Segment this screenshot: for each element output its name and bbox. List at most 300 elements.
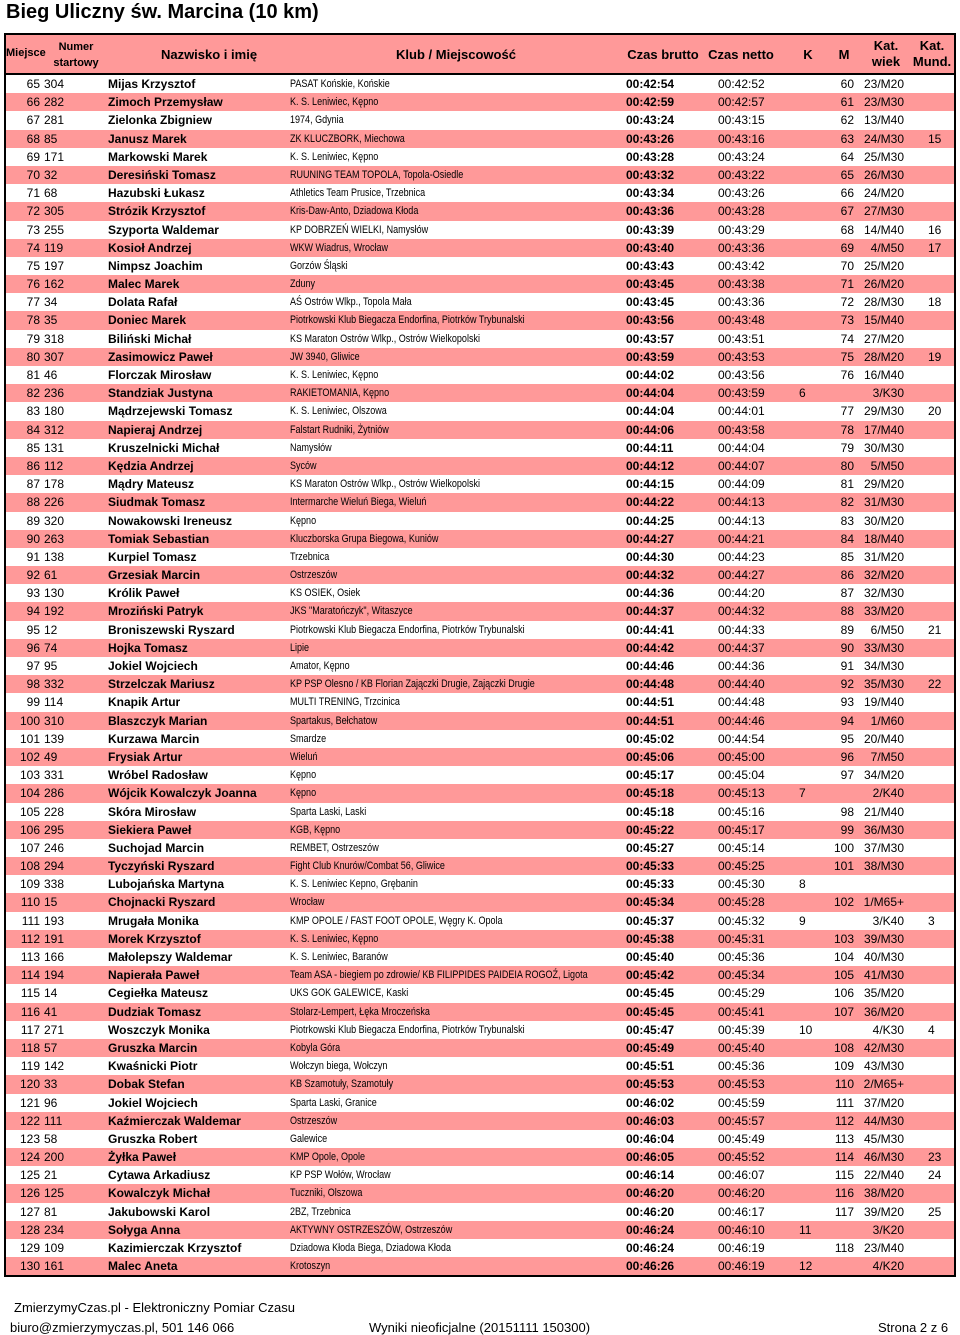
cell-place: 101 (19, 731, 40, 746)
cell-m: 69 (840, 240, 854, 255)
cell-name: Deresiński Tomasz (108, 167, 216, 182)
cell-m: 95 (840, 731, 854, 746)
cell-place: 115 (20, 986, 40, 1001)
cell-name: Knapik Artur (108, 695, 181, 710)
cell-category: 38/M20 (863, 1186, 904, 1201)
cell-gross-time: 00:46:14 (626, 1168, 675, 1183)
cell-bib: 58 (44, 1131, 58, 1146)
table-row (6, 1021, 954, 1039)
cell-name: Tyczyński Ryszard (108, 859, 215, 874)
table-row (6, 166, 954, 184)
cell-place: 87 (26, 477, 40, 492)
cell-name: Zasimowicz Paweł (108, 349, 213, 364)
cell-net-time: 00:43:24 (718, 149, 765, 164)
cell-category: 32/M20 (863, 568, 904, 583)
table-row (6, 1166, 954, 1184)
cell-place: 66 (26, 95, 40, 110)
cell-category: 25/M30 (863, 149, 904, 164)
cell-m: 106 (833, 986, 854, 1001)
cell-bib: 32 (44, 167, 58, 182)
cell-club: Athletics Team Prusice, Trzebnica (290, 187, 426, 200)
cell-m: 80 (840, 458, 854, 473)
cell-name: Mądrzejewski Tomasz (108, 404, 233, 419)
cell-category: 18/M40 (863, 531, 904, 546)
cell-name: Hazubski Łukasz (108, 186, 205, 201)
cell-bib: 193 (44, 913, 65, 928)
cell-net-time: 00:44:36 (718, 659, 765, 673)
cell-club: KS Maraton Ostrów Wlkp., Ostrów Wielkopolski (290, 332, 480, 345)
cell-category: 29/M20 (863, 477, 904, 492)
cell-bib: 312 (44, 422, 65, 437)
table-row (6, 730, 954, 748)
cell-club: Kluczborska Grupa Biegowa, Kuniów (290, 532, 439, 545)
cell-net-time: 00:46:19 (718, 1241, 765, 1255)
cell-club: JKS "Maratończyk", Witaszyce (290, 605, 413, 618)
table-header (6, 35, 954, 75)
cell-gross-time: 00:44:04 (626, 386, 675, 401)
cell-gross-time: 00:43:26 (626, 131, 675, 146)
cell-bib: 57 (44, 1040, 58, 1055)
cell-club: K. S. Leniwiec, Olszowa (290, 405, 387, 418)
cell-category: 39/M20 (863, 1204, 904, 1219)
cell-bib: 96 (44, 1095, 58, 1110)
cell-gross-time: 00:45:22 (626, 822, 675, 837)
cell-bib: 49 (44, 749, 58, 764)
cell-category: 6/M50 (870, 622, 904, 637)
cell-category: 13/M40 (863, 113, 904, 128)
header-m: M (838, 47, 850, 62)
header-kat-mund: Kat. Mund. (912, 38, 952, 69)
cell-place: 100 (19, 713, 40, 728)
cell-gross-time: 00:46:03 (626, 1113, 675, 1128)
table-row (6, 893, 954, 911)
cell-club: Fight Club Knurów/Combat 56, Gliwice (290, 860, 445, 873)
table-row (6, 257, 954, 275)
cell-m: 107 (833, 1004, 854, 1019)
header-k: K (803, 47, 813, 62)
cell-bib: 286 (44, 786, 65, 801)
cell-place: 130 (19, 1259, 40, 1274)
cell-net-time: 00:45:00 (718, 749, 765, 764)
cell-bib: 194 (44, 968, 65, 983)
cell-place: 112 (20, 931, 40, 946)
cell-m: 74 (840, 331, 854, 346)
cell-name: Żyłka Paweł (108, 1150, 177, 1165)
cell-bib: 12 (44, 622, 58, 637)
cell-gross-time: 00:45:45 (626, 1004, 675, 1019)
cell-gross-time: 00:44:42 (626, 640, 675, 655)
cell-m: 62 (840, 113, 854, 128)
cell-m: 99 (840, 822, 854, 837)
cell-place: 97 (26, 659, 40, 673)
cell-place: 92 (26, 568, 40, 583)
cell-gross-time: 00:45:33 (626, 859, 675, 874)
cell-name: Skóra Mirosław (108, 804, 197, 819)
table-row (6, 602, 954, 620)
cell-net-time: 00:43:59 (718, 386, 765, 401)
cell-gross-time: 00:44:02 (626, 368, 675, 382)
table-row (6, 766, 954, 784)
cell-name: Szyporta Waldemar (108, 222, 219, 237)
cell-name: Kurpiel Tomasz (108, 549, 197, 564)
cell-place: 78 (26, 313, 40, 328)
cell-bib: 166 (44, 950, 65, 964)
table-row (6, 1148, 954, 1166)
cell-gross-time: 00:45:02 (626, 731, 675, 746)
cell-category: 28/M30 (863, 295, 904, 310)
cell-category: 31/M20 (863, 549, 904, 564)
cell-net-time: 00:43:16 (718, 131, 765, 146)
table-row (6, 821, 954, 839)
table-row (6, 111, 954, 129)
cell-club: K. S. Leniwiec, Kępno (290, 96, 379, 109)
cell-net-time: 00:45:14 (718, 840, 765, 855)
cell-m: 77 (840, 404, 854, 419)
table-row (6, 184, 954, 202)
cell-gross-time: 00:45:47 (626, 1022, 675, 1037)
cell-place: 117 (20, 1022, 40, 1037)
cell-name: Hojka Tomasz (108, 640, 188, 655)
cell-place: 104 (19, 786, 40, 801)
cell-club: Wrocław (290, 896, 325, 909)
cell-m: 83 (840, 513, 854, 528)
cell-bib: 112 (44, 458, 64, 473)
cell-place: 123 (19, 1131, 40, 1146)
cell-bib: 255 (44, 222, 65, 237)
cell-bib: 41 (44, 1004, 58, 1019)
cell-m: 111 (835, 1095, 854, 1110)
cell-m: 89 (840, 622, 854, 637)
cell-k: 7 (799, 786, 806, 801)
cell-gross-time: 00:44:22 (626, 495, 675, 510)
cell-net-time: 00:45:17 (718, 822, 765, 837)
cell-name: Królik Paweł (108, 586, 180, 601)
cell-category: 41/M30 (863, 968, 904, 983)
header-netto: Czas netto (708, 47, 774, 62)
cell-category: 3/K40 (872, 913, 904, 928)
footer-contact: biuro@zmierzymyczas.pl, 501 146 066 (10, 1320, 235, 1335)
cell-bib: 305 (44, 204, 65, 219)
cell-club: Kris-Daw-Anto, Dziadowa Kłoda (290, 205, 419, 218)
cell-net-time: 00:45:34 (718, 968, 765, 983)
cell-gross-time: 00:45:40 (626, 950, 675, 964)
cell-net-time: 00:43:51 (718, 331, 765, 346)
cell-category: 30/M30 (863, 440, 904, 455)
cell-name: Morek Krzysztof (108, 931, 201, 946)
cell-gross-time: 00:46:02 (626, 1095, 675, 1110)
cell-category: 4/K30 (872, 1022, 904, 1037)
cell-category: 1/M60 (870, 713, 904, 728)
cell-category: 20/M40 (863, 731, 904, 746)
cell-category: 34/M30 (863, 659, 904, 673)
cell-place: 118 (20, 1040, 40, 1055)
cell-m: 101 (833, 859, 854, 874)
cell-net-time: 00:45:41 (718, 1004, 765, 1019)
cell-name: Florczak Mirosław (108, 368, 212, 382)
table-row (6, 1057, 954, 1075)
cell-net-time: 00:44:27 (718, 568, 765, 583)
table-row (6, 130, 954, 148)
table-row (6, 348, 954, 366)
cell-name: Suchojad Marcin (108, 840, 205, 855)
cell-gross-time: 00:45:18 (626, 786, 675, 801)
cell-club: Dziadowa Kłoda Biega, Dziadowa Kłoda (290, 1242, 451, 1254)
table-row (6, 839, 954, 857)
table-row (6, 784, 954, 802)
cell-m: 81 (840, 477, 854, 492)
cell-bib: 281 (44, 113, 65, 128)
table-row (6, 239, 954, 257)
table-row (6, 93, 954, 111)
table-row (6, 675, 954, 693)
table-row (6, 948, 954, 966)
cell-net-time: 00:44:01 (718, 404, 765, 419)
cell-name: Malec Aneta (108, 1259, 178, 1274)
cell-place: 126 (19, 1186, 40, 1201)
cell-name: Woszczyk Monika (108, 1022, 210, 1037)
page-title: Bieg Uliczny św. Marcina (10 km) (6, 1, 319, 23)
cell-gross-time: 00:44:51 (626, 713, 675, 728)
cell-gross-time: 00:43:45 (626, 277, 675, 292)
cell-bib: 332 (44, 677, 65, 692)
cell-category: 24/M30 (863, 131, 904, 146)
cell-place: 80 (26, 349, 40, 364)
cell-gross-time: 00:43:39 (626, 222, 675, 237)
table-row (6, 148, 954, 166)
cell-net-time: 00:45:59 (718, 1095, 765, 1110)
cell-category: 43/M30 (863, 1059, 904, 1074)
cell-category: 1/M65+ (863, 895, 904, 910)
cell-place: 129 (19, 1241, 40, 1255)
cell-name: Napierała Paweł (108, 968, 200, 983)
cell-name: Siudmak Tomasz (108, 495, 206, 510)
table-row (6, 584, 954, 602)
cell-championship: 4 (928, 1022, 935, 1037)
cell-name: Zielonka Zbigniew (108, 113, 213, 128)
table-row (6, 1203, 954, 1221)
cell-net-time: 00:43:15 (718, 113, 765, 128)
cell-k: 9 (799, 913, 806, 928)
cell-m: 110 (834, 1077, 854, 1092)
cell-m: 112 (834, 1113, 854, 1128)
cell-gross-time: 00:44:37 (626, 604, 675, 619)
table-row (6, 621, 954, 639)
cell-category: 17/M40 (863, 422, 904, 437)
cell-club: Kępno (290, 787, 317, 800)
table-row (6, 402, 954, 420)
cell-place: 65 (26, 77, 40, 91)
cell-club: K. S. Leniwiec Kepno, Grębanin (290, 878, 418, 891)
cell-net-time: 00:43:36 (718, 240, 765, 255)
cell-championship: 23 (928, 1150, 942, 1165)
cell-place: 71 (26, 186, 40, 201)
table-row (6, 1094, 954, 1112)
cell-net-time: 00:44:21 (718, 531, 765, 546)
cell-net-time: 00:44:13 (718, 513, 765, 528)
cell-club: Zduny (290, 278, 316, 291)
cell-category: 38/M30 (863, 859, 904, 874)
cell-name: Strzelczak Mariusz (108, 677, 215, 692)
cell-gross-time: 00:46:24 (626, 1222, 675, 1237)
cell-gross-time: 00:44:51 (626, 695, 675, 710)
cell-net-time: 00:44:32 (718, 604, 765, 619)
cell-net-time: 00:45:04 (718, 768, 765, 783)
cell-bib: 171 (44, 149, 65, 164)
cell-category: 33/M30 (863, 640, 904, 655)
cell-name: Blaszczyk Marian (108, 713, 208, 728)
cell-club: 1974, Gdynia (290, 114, 344, 127)
cell-category: 28/M20 (863, 349, 904, 364)
cell-name: Kurzawa Marcin (108, 731, 200, 746)
cell-category: 30/M20 (863, 513, 904, 528)
cell-bib: 180 (44, 404, 65, 419)
cell-net-time: 00:43:56 (718, 368, 765, 382)
cell-place: 81 (26, 368, 40, 382)
cell-gross-time: 00:43:32 (626, 167, 675, 182)
cell-category: 29/M30 (863, 404, 904, 419)
cell-name: Jokiel Wojciech (108, 1095, 198, 1110)
cell-category: 5/M50 (870, 458, 904, 473)
cell-bib: 162 (44, 277, 65, 292)
cell-club: KMP OPOLE / FAST FOOT OPOLE, Węgry K. Opola (290, 914, 503, 927)
cell-category: 34/M20 (863, 768, 904, 783)
cell-m: 92 (840, 677, 854, 692)
cell-club: ZK KLUCZBORK, Miechowa (290, 132, 405, 145)
cell-net-time: 00:43:36 (718, 295, 765, 310)
cell-name: Mijas Krzysztof (108, 77, 196, 91)
cell-category: 3/K20 (872, 1222, 904, 1237)
cell-club: AŚ Ostrów Wlkp., Topola Mała (290, 296, 412, 309)
cell-gross-time: 00:44:25 (626, 513, 675, 528)
cell-net-time: 00:45:32 (718, 913, 765, 928)
cell-club: Kępno (290, 514, 317, 527)
table-row (6, 930, 954, 948)
cell-name: Chojnacki Ryszard (108, 895, 216, 910)
cell-championship: 3 (928, 913, 935, 928)
table-row (6, 439, 954, 457)
cell-club: K. S. Leniwiec, Kępno (290, 150, 379, 163)
cell-net-time: 00:45:39 (718, 1022, 765, 1037)
cell-club: KB Szamotuły, Szamotuły (290, 1078, 394, 1091)
cell-net-time: 00:44:33 (718, 622, 765, 637)
cell-championship: 24 (928, 1168, 942, 1183)
cell-name: Broniszewski Ryszard (108, 622, 235, 637)
cell-gross-time: 00:46:20 (626, 1186, 675, 1201)
cell-championship: 16 (928, 222, 942, 237)
cell-m: 85 (840, 549, 854, 564)
cell-name: Markowski Marek (108, 149, 208, 164)
cell-name: Wróbel Radosław (108, 768, 208, 783)
cell-club: KP PSP Olesno / KB Florian Zajączki Drugie, Zajączki Drugie (290, 678, 535, 691)
cell-bib: 161 (44, 1259, 65, 1274)
cell-name: Grzesiak Marcin (108, 568, 201, 583)
table-row (6, 1130, 954, 1148)
cell-place: 85 (26, 440, 40, 455)
cell-club: Piotrkowski Klub Biegacza Endorfina, Piotrków Trybunalski (290, 314, 525, 327)
cell-m: 117 (834, 1204, 854, 1219)
cell-place: 88 (26, 495, 40, 510)
cell-bib: 125 (44, 1186, 65, 1201)
cell-net-time: 00:45:16 (718, 804, 765, 819)
cell-category: 26/M30 (863, 167, 904, 182)
cell-bib: 200 (44, 1150, 65, 1165)
cell-m: 90 (840, 640, 854, 655)
cell-net-time: 00:46:10 (718, 1222, 765, 1237)
cell-category: 3/K30 (872, 386, 904, 401)
cell-m: 68 (840, 222, 854, 237)
cell-place: 76 (26, 277, 40, 292)
cell-name: Małolepszy Waldemar (108, 950, 233, 964)
cell-bib: 68 (44, 186, 58, 201)
cell-place: 75 (26, 258, 40, 273)
cell-place: 86 (26, 458, 40, 473)
cell-m: 97 (840, 768, 854, 783)
cell-bib: 95 (44, 659, 58, 673)
cell-category: 22/M40 (863, 1168, 904, 1183)
cell-name: Mrugała Monika (108, 913, 199, 928)
cell-net-time: 00:45:29 (718, 986, 765, 1001)
header-brutto: Czas brutto (627, 47, 699, 62)
cell-bib: 35 (44, 313, 58, 328)
table-row (6, 1003, 954, 1021)
cell-gross-time: 00:43:45 (626, 295, 675, 310)
cell-category: 26/M20 (863, 277, 904, 292)
cell-place: 106 (19, 822, 40, 837)
cell-club: Wołczyn biega, Wołczyn (290, 1060, 388, 1073)
cell-bib: 263 (44, 531, 65, 546)
cell-place: 113 (20, 950, 40, 964)
cell-m: 63 (840, 131, 854, 146)
cell-bib: 130 (44, 586, 65, 601)
cell-club: Tuczniki, Olszowa (290, 1187, 363, 1200)
cell-net-time: 00:44:48 (718, 695, 765, 710)
cell-m: 94 (840, 713, 854, 728)
cell-m: 114 (834, 1150, 854, 1165)
cell-gross-time: 00:45:51 (626, 1059, 675, 1074)
table-row (6, 857, 954, 875)
cell-name: Malec Marek (108, 277, 180, 292)
header-nazwisko: Nazwisko i imię (160, 47, 258, 62)
cell-net-time: 00:45:25 (718, 859, 765, 874)
cell-place: 110 (20, 895, 40, 910)
cell-net-time: 00:42:52 (718, 77, 765, 91)
cell-category: 7/M50 (870, 749, 904, 764)
table-row (6, 1039, 954, 1057)
cell-name: Kędzia Andrzej (108, 458, 194, 473)
cell-name: Janusz Marek (108, 131, 187, 146)
cell-m: 93 (840, 695, 854, 710)
cell-gross-time: 00:43:24 (626, 113, 675, 128)
cell-place: 69 (26, 149, 40, 164)
cell-name: Dobak Stefan (108, 1077, 185, 1092)
table-row (6, 966, 954, 984)
cell-m: 60 (840, 77, 854, 91)
cell-bib: 14 (44, 986, 58, 1001)
cell-category: 35/M30 (863, 677, 904, 692)
cell-bib: 119 (44, 240, 64, 255)
cell-bib: 111 (44, 1113, 63, 1128)
cell-bib: 46 (44, 368, 58, 382)
cell-name: Napieraj Andrzej (108, 422, 203, 437)
cell-place: 89 (26, 513, 40, 528)
cell-place: 74 (26, 240, 40, 255)
cell-gross-time: 00:43:43 (626, 258, 675, 273)
cell-place: 128 (19, 1222, 40, 1237)
cell-m: 104 (833, 950, 854, 964)
cell-championship: 18 (928, 295, 942, 310)
cell-category: 21/M40 (863, 804, 904, 819)
cell-name: Cytawa Arkadiusz (108, 1168, 211, 1183)
